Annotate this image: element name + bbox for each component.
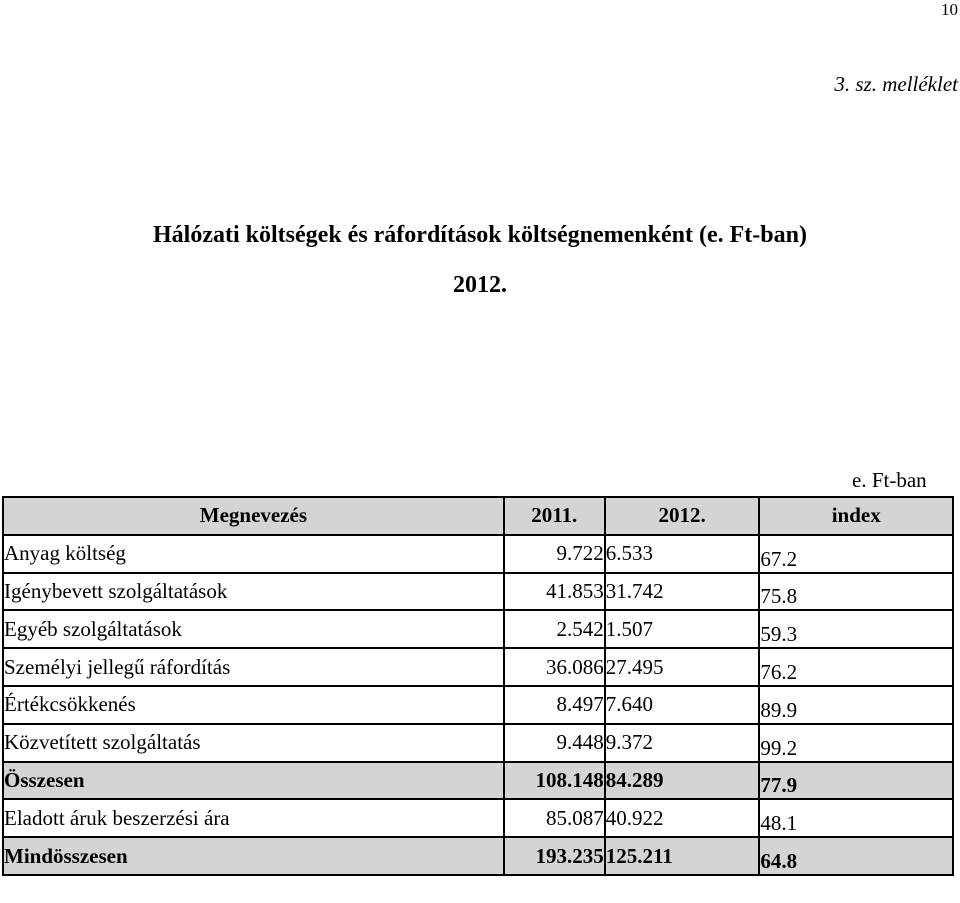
table-row xyxy=(3,686,953,724)
cell-index: 48.1 xyxy=(759,799,953,837)
cell-name: Egyéb szolgáltatások xyxy=(3,610,504,648)
table-header-row xyxy=(3,497,953,535)
cell-name: Eladott áruk beszerzési ára xyxy=(3,799,504,837)
cell-index: 64.8 xyxy=(759,837,953,875)
cell-name: Anyag költség xyxy=(3,535,504,573)
table-row xyxy=(3,535,953,573)
header-2011: 2011. xyxy=(504,497,605,535)
cell-index: 89.9 xyxy=(759,686,953,724)
cell-2012: 125.211 xyxy=(605,837,760,875)
cell-2011: 85.087 xyxy=(504,799,605,837)
header-2012: 2012. xyxy=(605,497,760,535)
unit-label: e. Ft-ban xyxy=(852,468,927,492)
cell-2011: 36.086 xyxy=(504,648,605,686)
cell-index: 76.2 xyxy=(759,648,953,686)
cell-name: Értékcsökkenés xyxy=(3,686,504,724)
cell-name: Igénybevett szolgáltatások xyxy=(3,573,504,611)
cell-index: 99.2 xyxy=(759,724,953,762)
cell-2012: 6.533 xyxy=(605,535,760,573)
cell-2011: 41.853 xyxy=(504,573,605,611)
cell-index: 59.3 xyxy=(759,610,953,648)
cell-name: Összesen xyxy=(3,762,504,800)
table-body xyxy=(3,535,953,875)
cell-2011: 193.235 xyxy=(504,837,605,875)
cell-2012: 27.495 xyxy=(605,648,760,686)
cell-2011: 108.148 xyxy=(504,762,605,800)
cell-index: 75.8 xyxy=(759,573,953,611)
cell-2011: 2.542 xyxy=(504,610,605,648)
cell-name: Közvetített szolgáltatás xyxy=(3,724,504,762)
cell-2011: 8.497 xyxy=(504,686,605,724)
cell-2011: 9.722 xyxy=(504,535,605,573)
cell-name: Személyi jellegű ráfordítás xyxy=(3,648,504,686)
cell-2012: 84.289 xyxy=(605,762,760,800)
page-number: 10 xyxy=(941,0,958,19)
table-row xyxy=(3,762,953,800)
table-row xyxy=(3,799,953,837)
document-year: 2012. xyxy=(453,272,507,298)
table-row xyxy=(3,573,953,611)
table-row xyxy=(3,648,953,686)
cell-2012: 9.372 xyxy=(605,724,760,762)
cell-index: 67.2 xyxy=(759,535,953,573)
annex-label: 3. sz. melléklet xyxy=(834,72,958,96)
cell-2012: 1.507 xyxy=(605,610,760,648)
table-row xyxy=(3,724,953,762)
table-row xyxy=(3,610,953,648)
cell-index: 77.9 xyxy=(759,762,953,800)
cell-2012: 31.742 xyxy=(605,573,760,611)
cell-2012: 40.922 xyxy=(605,799,760,837)
cost-table xyxy=(2,496,954,876)
cell-2011: 9.448 xyxy=(504,724,605,762)
header-name: Megnevezés xyxy=(3,497,504,535)
document-title: Hálózati költségek és ráfordítások költségnemenként (e. Ft-ban) xyxy=(153,222,807,248)
header-index: index xyxy=(759,497,953,535)
cell-2012: 7.640 xyxy=(605,686,760,724)
cell-name: Mindösszesen xyxy=(3,837,504,875)
table-row xyxy=(3,837,953,875)
